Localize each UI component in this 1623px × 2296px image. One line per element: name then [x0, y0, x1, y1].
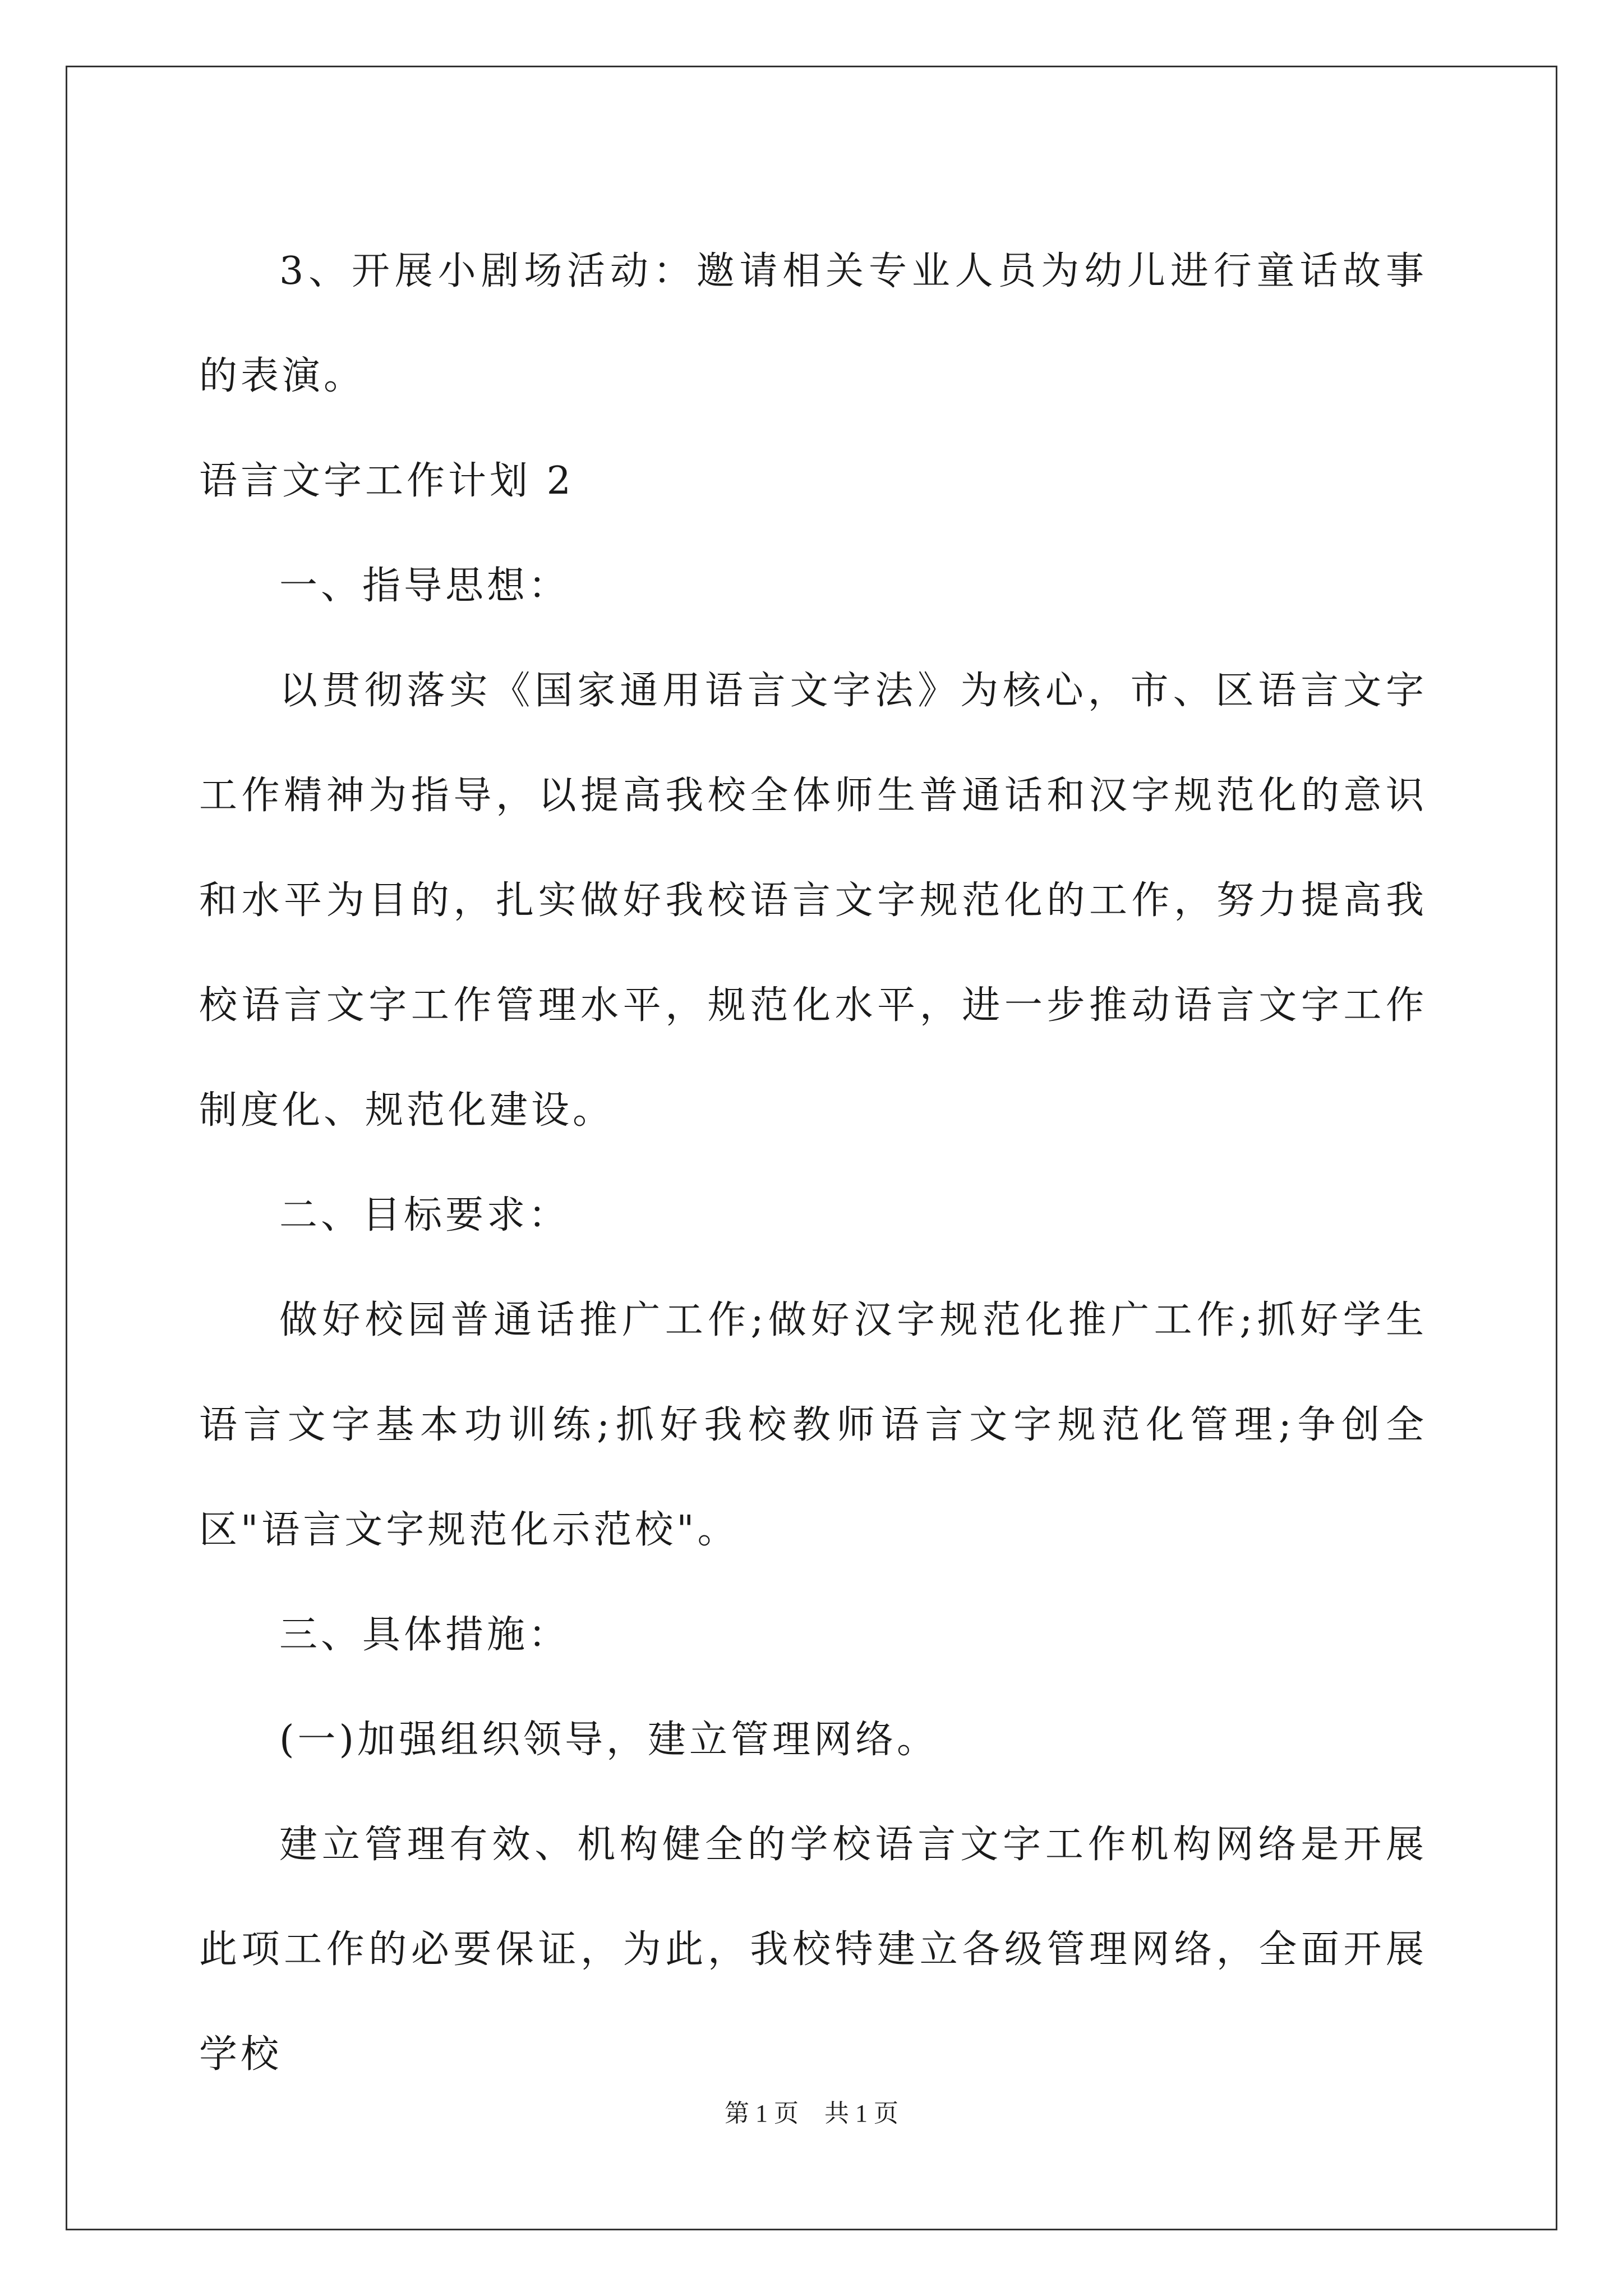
subheading-organization: (一)加强组织领导，建立管理网络。 — [279, 1718, 939, 1762]
paragraph-guiding-ideology: 以贯彻落实《国家通用语言文字法》为核心，市、区语言文字工作精神为指导，以提高我校全体师生普通话和汉字规范化的意识和水平为目的，扎实做好我校语言文字规范化的工作，努力提高我校语言文字工作管理水平，规范化水平，进一步推动语言文字工作制度化、规范化建设。 — [199, 669, 1427, 1133]
section-title: 语言文字工作计划 2 — [199, 459, 574, 503]
paragraph-organization: 建立管理有效、机构健全的学校语言文字工作机构网络是开展此项工作的必要保证，为此，我校特建立各级管理网络，全面开展学校 — [199, 1823, 1427, 2077]
document-body — [199, 219, 1427, 2107]
heading-guiding-ideology: 一、指导思想： — [279, 564, 570, 608]
paragraph-theater-activity: 3、开展小剧场活动：邀请相关专业人员为幼儿进行童话故事的表演。 — [199, 249, 1427, 398]
paragraph-goals: 做好校园普通话推广工作;做好汉字规范化推广工作;抓好学生语言文字基本功训练;抓好我校教师语言文字规范化管理;争创全区"语言文字规范化示范校"。 — [199, 1298, 1427, 1552]
heading-measures: 三、具体措施： — [279, 1613, 570, 1657]
page-footer — [0, 2097, 1623, 2131]
page-number: 第 1 页 — [725, 2100, 799, 2127]
heading-goals: 二、目标要求： — [279, 1193, 570, 1237]
page-total: 共 1 页 — [824, 2100, 898, 2127]
